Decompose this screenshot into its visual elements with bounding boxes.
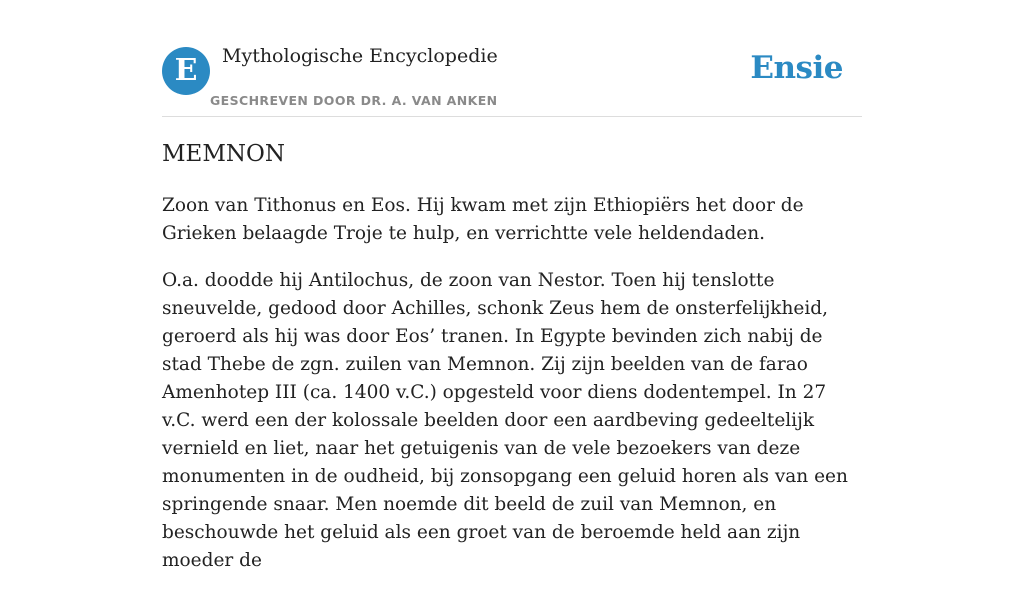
article-paragraph: O.a. doodde hij Antilochus, de zoon van Nestor. Toen hij tenslotte sneuvelde, gedood door Achilles, schonk Zeus hem de onsterfelijkheid, geroerd als hij was door Eos’ tranen. In Egypte bevinden zich nabij de stad Thebe de zgn. zuilen van Memnon. Zij zijn beelden van de farao Amenhotep III (ca. 1400 v.C.) opgesteld voor diens dodentempel. In 27 v.C. werd een der kolossale beelden door een aardbeving gedeeltelijk vernield en liet, naar het getuigenis van de vele bezoekers van deze monumenten in de oudheid, bij zonsopgang een geluid horen als van een springende snaar. Men noemde dit beeld de zuil van Memnon, en beschouwde het geluid als een groet van de beroemde held aan zijn moeder de: [162, 270, 848, 571]
article-title: MEMNON: [162, 141, 285, 167]
article-paragraph: Zoon van Tithonus en Eos. Hij kwam met zijn Ethiopiërs het door de Grieken belaagde Troje te hulp, en verrichtte vele heldendaden.: [162, 195, 804, 244]
article-body: [162, 192, 862, 594]
author-byline[interactable]: GESCHREVEN DOOR DR. A. VAN ANKEN: [210, 93, 498, 108]
article-page: [162, 0, 862, 571]
encyclopedia-logo-badge[interactable]: E: [162, 47, 210, 95]
page-header: [162, 0, 862, 117]
ensie-brand-logo[interactable]: Ensie: [750, 50, 843, 86]
encyclopedia-title-link[interactable]: Mythologische Encyclopedie: [222, 45, 498, 67]
